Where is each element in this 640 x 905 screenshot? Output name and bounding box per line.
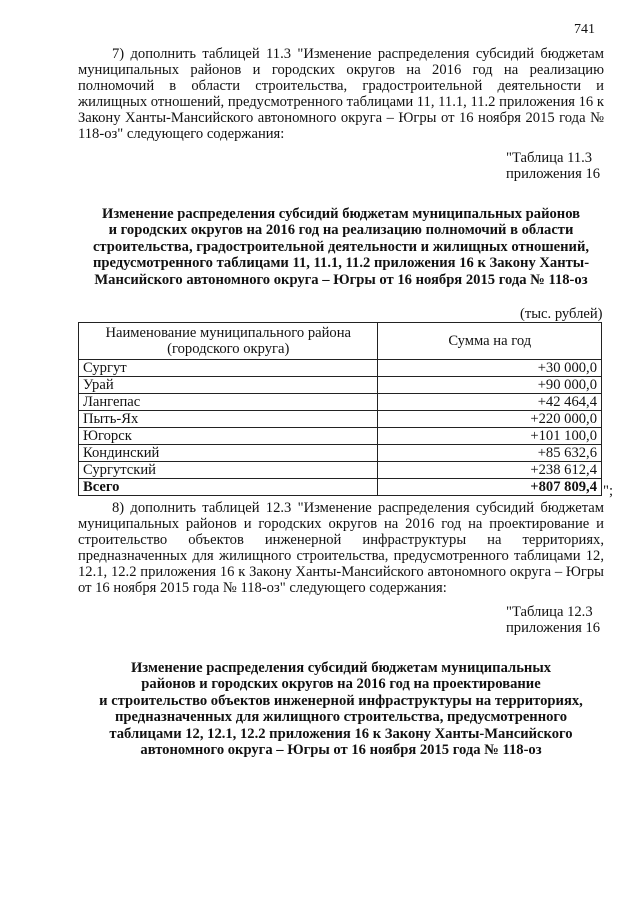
table-closing-quote: "; (603, 483, 614, 499)
row-name: Пыть-Ях (79, 411, 378, 428)
row-value: +85 632,6 (378, 445, 602, 462)
table-12-3-title-line: районов и городских округов на 2016 год на проектирование (141, 676, 541, 693)
table-12-3-reference (506, 604, 626, 636)
column-header-name-line1: Наименование муниципального района (105, 325, 351, 341)
row-name: Сургутский (79, 462, 378, 479)
table-11-3 (78, 322, 602, 496)
table-12-3-title (78, 660, 604, 758)
table-header-row (79, 323, 602, 360)
column-header-name-line2: (городского округа) (167, 341, 290, 357)
total-name: Всего (79, 479, 378, 496)
units-label: (тыс. рублей) (520, 306, 603, 322)
table-row (79, 377, 602, 394)
paragraph-8 (78, 500, 604, 596)
table-row (79, 462, 602, 479)
table-11-3-title-line: и городских округов на 2016 год на реализацию полномочий в области (108, 222, 574, 239)
table-11-3-title-line: Изменение распределения субсидий бюджетам муниципальных районов (101, 206, 581, 222)
table-11-3-title-line: предусмотренного таблицами 11, 11.1, 11.2 приложения 16 к Закону Ханты- (92, 255, 590, 272)
table-11-3-title-line: строительства, градостроительной деятельности и жилищных отношений, (92, 238, 590, 255)
row-name: Сургут (79, 360, 378, 377)
row-name: Урай (79, 377, 378, 394)
table-12-3-ref-line1: "Таблица 12.3 (506, 604, 593, 620)
table-row (79, 360, 602, 377)
paragraph-8-text: 8) дополнить таблицей 12.3 "Изменение распределения субсидий бюджетам муниципальных районов и городских округов на 2016 год на проектирование и строительство объектов инженерной инфраструктуры на территориях, предназначенных для жилищного строительства, предусмотренного таблицами 12, 12.1, 12.2 приложения 16 к Закону Ханты-Мансийского автономного округа – Югры от 16 ноября 2015 года № 118-оз" следующего содержания: (78, 500, 604, 596)
row-value: +30 000,0 (378, 360, 602, 377)
paragraph-7 (78, 46, 604, 142)
row-value: +220 000,0 (378, 411, 602, 428)
row-value: +90 000,0 (378, 377, 602, 394)
table-11-3-title-line: Мансийского автономного округа – Югры от 16 ноября 2015 года № 118-оз (94, 271, 588, 288)
row-value: +238 612,4 (378, 462, 602, 479)
paragraph-7-text: 7) дополнить таблицей 11.3 "Изменение распределения субсидий бюджетам муниципальных районов и городских округов на 2016 год на реализацию полномочий в области строительства, градостроительной деятельности и жилищных отношений, предусмотренного таблицами 11, 11.1, 11.2 приложения 16 к Закону Ханты-Мансийского автономного округа – Югры от 16 ноября 2015 года № 118-оз" следующего содержания: (78, 46, 604, 142)
table-12-3-ref-line2: приложения 16 (506, 620, 601, 636)
table-12-3-title-line: автономного округа – Югры от 16 ноября 2015 года № 118-оз (140, 742, 542, 759)
column-header-sum: Сумма на год (378, 323, 602, 360)
table-11-3-ref-line1: "Таблица 11.3 (506, 150, 593, 166)
total-value: +807 809,4 (378, 479, 602, 496)
table-11-3-title (78, 206, 604, 288)
table-12-3-title-line: предназначенных для жилищного строительства, предусмотренного (115, 709, 567, 726)
row-name: Лангепас (79, 394, 378, 411)
row-value: +42 464,4 (378, 394, 602, 411)
table-12-3-title-line: Изменение распределения субсидий бюджетам муниципальных (130, 660, 552, 676)
table-row (79, 445, 602, 462)
row-name: Кондинский (79, 445, 378, 462)
table-row (79, 428, 602, 445)
table-11-3-reference (506, 150, 626, 182)
table-row (79, 411, 602, 428)
table-12-3-title-line: таблицами 12, 12.1, 12.2 приложения 16 к Закону Ханты-Мансийского (109, 725, 573, 742)
page-number: 741 (574, 22, 595, 37)
row-name: Югорск (79, 428, 378, 445)
table-row (79, 394, 602, 411)
table-12-3-title-line: и строительство объектов инженерной инфраструктуры на территориях, (99, 692, 583, 709)
table-11-3-ref-line2: приложения 16 (506, 166, 601, 182)
table-total-row (79, 479, 602, 496)
row-value: +101 100,0 (378, 428, 602, 445)
column-header-name (79, 323, 378, 360)
